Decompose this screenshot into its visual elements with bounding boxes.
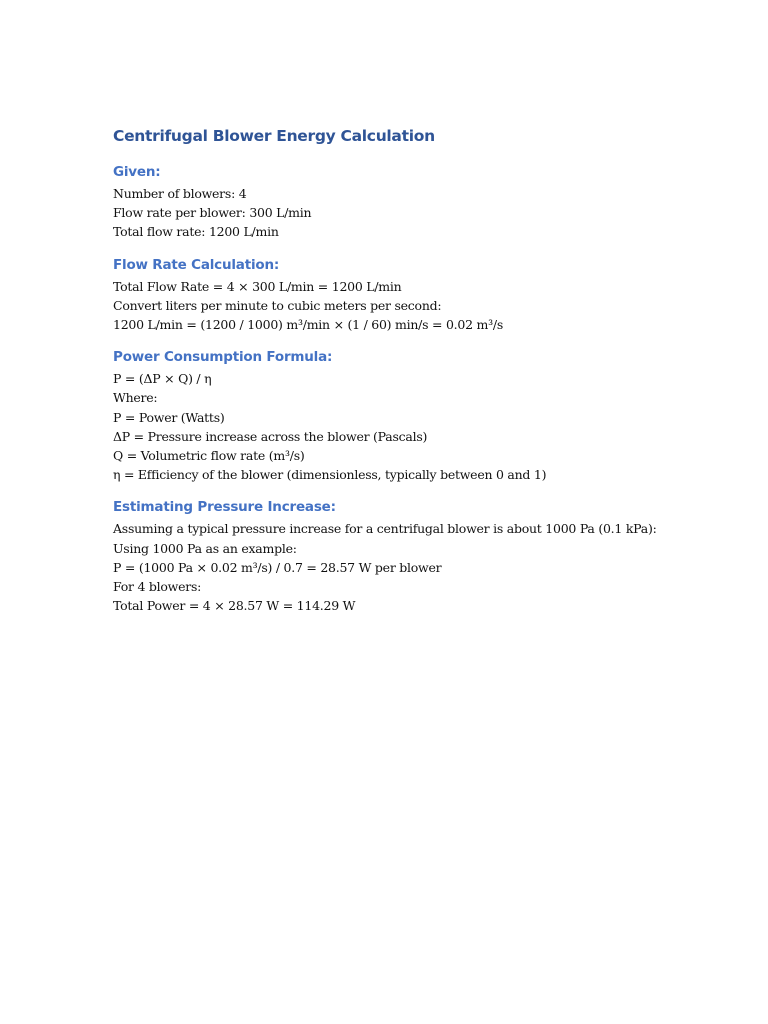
section-flow-rate-calculation (113, 254, 743, 335)
section-heading-given: Given: (113, 164, 161, 180)
text-line: Convert liters per minute to cubic meters per second: (113, 297, 442, 313)
section-body-pressure-increase (113, 519, 743, 615)
section-body-given (113, 184, 743, 242)
text-line: η = Efficiency of the blower (dimensionless, typically between 0 and 1) (113, 467, 547, 483)
text-line: Using 1000 Pa as an example: (113, 540, 297, 556)
section-heading-flow-rate: Flow Rate Calculation: (113, 256, 280, 273)
document-page (113, 124, 743, 615)
text-line: Total Power = 4 × 28.57 W = 114.29 W (113, 598, 356, 614)
section-body-flow-rate (113, 277, 743, 335)
text-line: For 4 blowers: (113, 579, 202, 595)
text-line: P = Power (Watts) (113, 409, 225, 425)
section-body-power-formula (113, 369, 743, 484)
text-line: Assuming a typical pressure increase for a centrifugal blower is about 1000 Pa (0.1 kPa): (113, 521, 657, 537)
text-line: 1200 L/min = (1200 / 1000) m³/min × (1 / 60) min/s = 0.02 m³/s (113, 317, 504, 333)
document-title: Centrifugal Blower Energy Calculation (113, 127, 435, 145)
text-line: Total flow rate: 1200 L/min (113, 224, 279, 240)
text-line: P = (1000 Pa × 0.02 m³/s) / 0.7 = 28.57 W per blower (113, 559, 442, 575)
text-line: Flow rate per blower: 300 L/min (113, 205, 312, 221)
text-line: Total Flow Rate = 4 × 300 L/min = 1200 L/min (113, 278, 402, 294)
text-line: ΔP = Pressure increase across the blower (Pascals) (113, 428, 428, 444)
section-heading-power-formula: Power Consumption Formula: (113, 349, 333, 366)
text-line: P = (ΔP × Q) / η (113, 371, 212, 387)
section-given (113, 161, 743, 242)
section-heading-pressure-increase: Estimating Pressure Increase: (113, 499, 336, 516)
text-line: Q = Volumetric flow rate (m³/s) (113, 448, 305, 464)
section-estimating-pressure-increase (113, 496, 743, 615)
section-power-consumption-formula (113, 346, 743, 484)
text-line: Number of blowers: 4 (113, 186, 247, 201)
text-line: Where: (113, 390, 158, 406)
